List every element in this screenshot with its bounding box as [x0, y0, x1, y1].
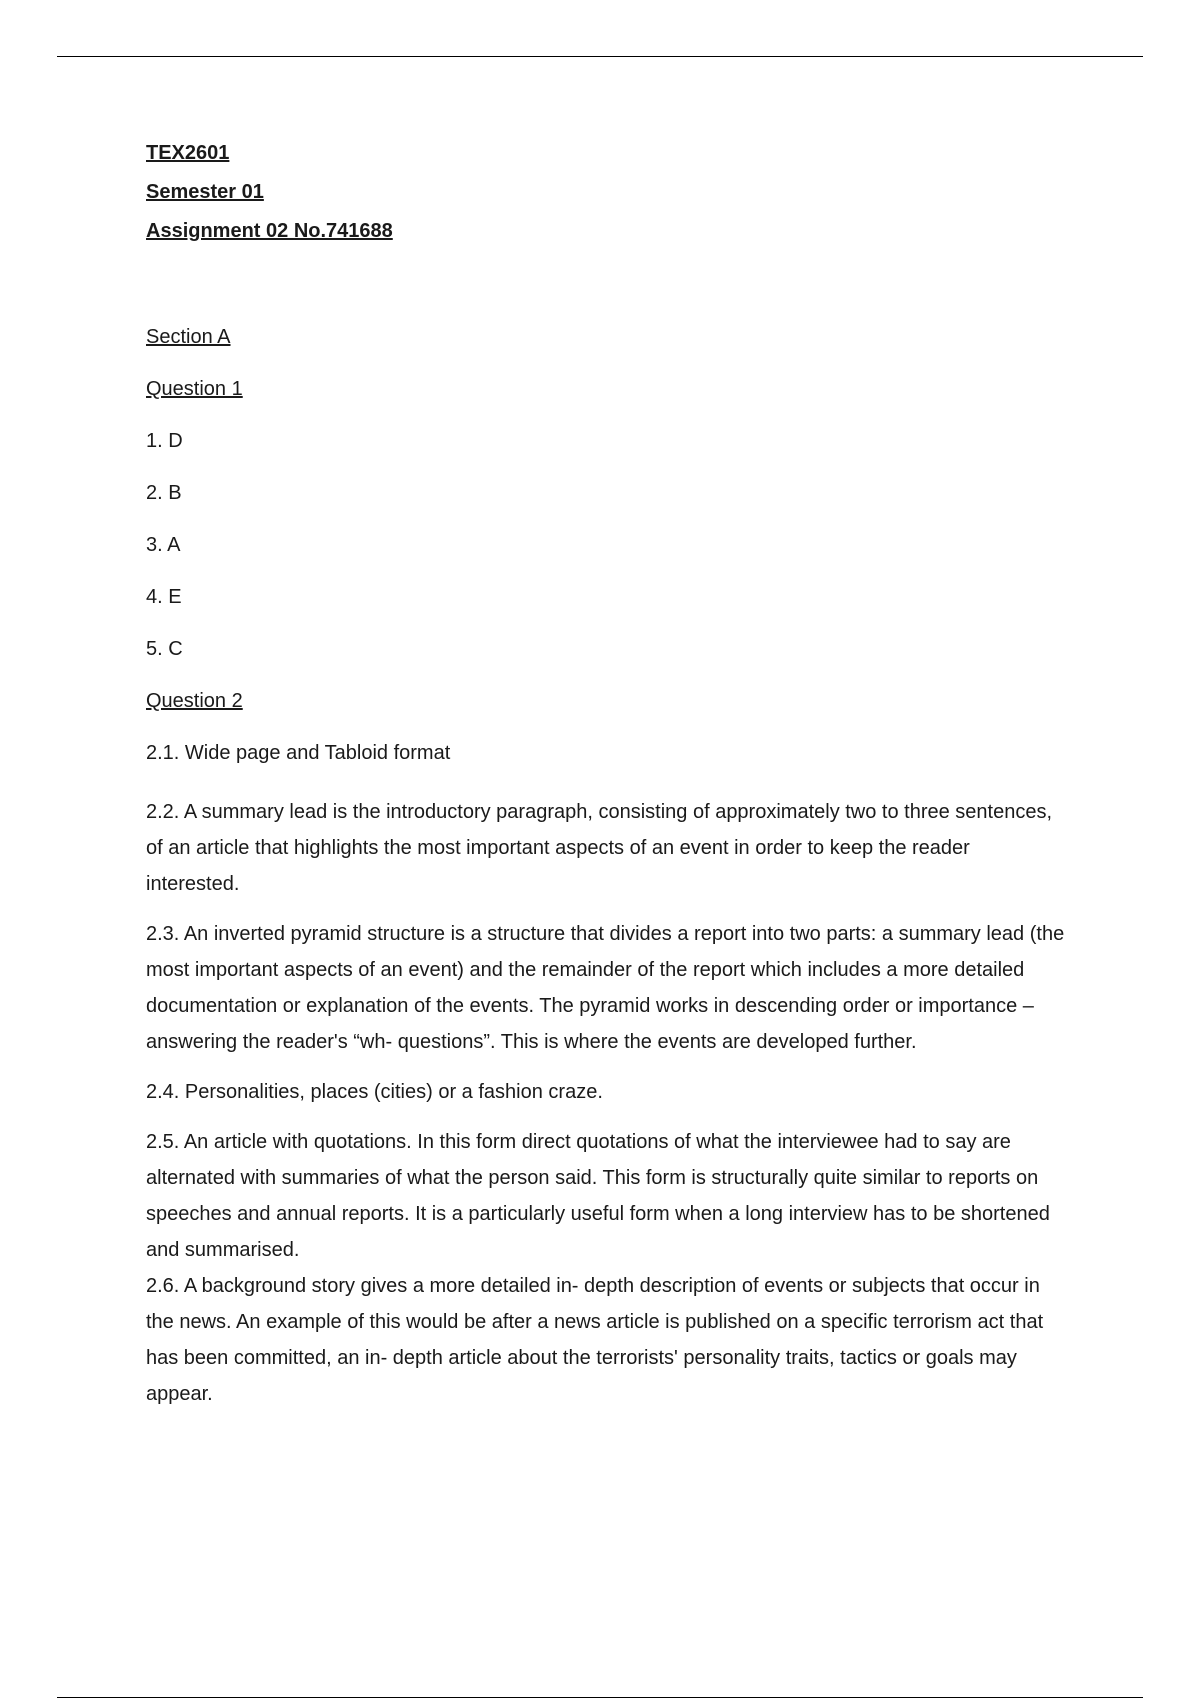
question-1-title: Question 1: [146, 378, 243, 400]
assignment-title: Assignment 02 No.741688: [146, 220, 393, 242]
course-code: TEX2601: [146, 142, 230, 164]
semester: Semester 01: [146, 181, 264, 203]
q2-answer-2-3: 2.3. An inverted pyramid structure is a structure that divides a report into two parts: a summary lead (the most important aspects of an event) and the remainder of the report which includes a more detailed documentation or explanation of the events. The pyramid works in descending order or importance – answering the reader's “wh- questions”. This is where the events are developed further.: [146, 923, 1065, 1053]
q2-answer-2-1: 2.1. Wide page and Tabloid format: [146, 742, 451, 764]
q2-answer-2-2: 2.2. A summary lead is the introductory paragraph, consisting of approximately two to three sentences, of an article that highlights the most important aspects of an event in order to keep the reader interested.: [146, 801, 1053, 895]
q2-answer-2-4: 2.4. Personalities, places (cities) or a fashion craze.: [146, 1081, 603, 1103]
q2-answer-2-6: 2.6. A background story gives a more detailed in- depth description of events or subjects that occur in the news. An example of this would be after a news article is published on a specific terrorism act that has been committed, an in- depth article about the terrorists' personality traits, tactics or goals may appear.: [146, 1275, 1044, 1405]
q1-answer-5: 5. C: [146, 638, 183, 660]
document-body: [146, 142, 1066, 1426]
question-2-title: Question 2: [146, 690, 243, 712]
q1-answer-3: 3. A: [146, 534, 181, 556]
bottom-page-rule: [57, 1697, 1143, 1698]
q1-answer-1: 1. D: [146, 430, 183, 452]
q2-answer-2-5: 2.5. An article with quotations. In this form direct quotations of what the interviewee had to say are alternated with summaries of what the person said. This form is structurally quite similar to reports on speeches and annual reports. It is a particularly useful form when a long interview has to be shortened and summarised.: [146, 1131, 1050, 1261]
q1-answer-4: 4. E: [146, 586, 182, 608]
top-page-rule: [57, 56, 1143, 57]
section-a-title: Section A: [146, 326, 231, 348]
q1-answer-2: 2. B: [146, 482, 182, 504]
